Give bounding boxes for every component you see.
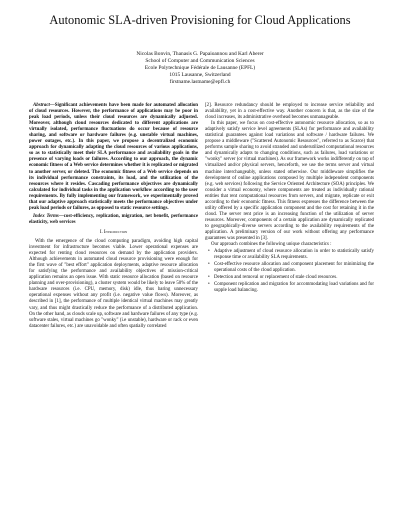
abstract-heading: Abstract — [33, 103, 50, 108]
body-paragraph: With the emergence of the cloud computing paradigm, avoiding high capital investment for infrastructure becomes viable. Lower operational expenses are expected for renting cloud resources on demand by the application providers. Although achievements in automated cloud resource provisioning were enough for the first wave of "best effort" application deployments, adaptive resource allocation for satisfying the performance and availability objectives of mission-critical application remains an open issue. With static resource allocation (based on resource planning and over-provisioning), a cluster system would be likely to leave 50% of the hardware resources (i.e. CPU, memory, disk) idle, thus baring unnecessary operational expenses without any profit (i.e. negative value flows). Moreover, as described in [1], the performance of multiple identical virtual machines may greatly vary, and thus might drastically reduce the performance of a distributed application. On the other hand, as clouds scale up, software and hardware failures of any type (e.g. software stales, virtual machines go "wonky" (i.e unstable), hardware or rack or even datacenter failures, etc.) are unavoidable and often spatially correlated — [29, 238, 198, 329]
affiliation-line: 1015 Lausanne, Switzerland — [169, 72, 231, 78]
list-item: • Cost-effective resource allocation and component placement for minimizing the operational costs of the cloud application. — [214, 262, 374, 274]
affiliation-line: Ecole Polytechnique Fédérale de Lausanne (EPFL) — [144, 65, 256, 71]
list-item: • Detection and removal or replacement of stale cloud resources. — [214, 275, 374, 281]
index-terms-heading: Index Terms — [33, 213, 59, 219]
section-heading-introduction: I. Introduction — [99, 229, 128, 235]
author-email: firstname.lastname@epfl.ch — [169, 79, 231, 85]
index-terms-text: —cost-efficiency, replication, migration, net benefit, performance elasticity, web services — [29, 213, 198, 225]
author-block — [20, 51, 380, 86]
characteristics-list — [205, 249, 374, 294]
left-column — [29, 103, 198, 330]
index-terms — [29, 214, 198, 226]
list-item: • Component replication and migration for accommodating load variations and for supple load balancing. — [214, 282, 374, 294]
abstract-text: —Significant achievements have been made for automated allocation of cloud resources. However, the performance of applications may be poor in peak load periods, unless their cloud resources are dynamically adjusted. Moreover, although cloud resources dedicated to different applications are virtually isolated, performance fluctuations do occur because of resource sharing, and software or hardware failures (e.g. unstable virtual machines, power outages, etc.). In this paper, we propose a decentralized economic approach for dynamically adapting the cloud resources of various applications, so as to statistically meet their SLA performance and availability goals in the presence of varying loads or failures. According to our approach, the dynamic economic fitness of a Web service determines whether it is replicated or migrated to another server, or deleted. The economic fitness of a Web service depends on its individual performance constraints, its load, and the utilization of the resources where it resides. Cascading performance objectives are dynamically calculated for individual tasks in the application workflow according to the user requirements. By fully implementing our framework, we experimentally proved that our adaptive approach statistically meets the performance objectives under peak load periods or failures, as opposed to static resource settings. — [29, 103, 198, 211]
list-item: • Adaptive adjustment of cloud resource allocation in order to statistically satisfy response time or availability SLA requirements. — [214, 249, 374, 261]
body-paragraph: In this paper, we focus on cost-effective autonomic resource allocation, so as to adaptively satisfy service level agreements (SLAs) for performance and availability statistical guarantees against load variations and software / hardware failures. We propose a middleware ("Scattered Autonomic Resources", referred to as Scarce) that performs sample sharing to avoid stranded and underutilized computational resources and dynamically adapts to changing conditions, such as failures, load variations or "wonky" server (or virtual machines). As our framework works indifferently on top of virtualized and/or physical servers, henceforth, we use the terms server and virtual machine interchangeably, unless stated otherwise. Our middleware simplifies the development of online applications composed by multiple independent components (e.g. web services) following the Service Oriented Architecture (SOA) principles. We consider a virtual economy, where components are treated as individually rational entities that rent computational resources from servers, and migrate, replicate or exit according to their economic fitness. This fitness expresses the difference between the utility offered by a specific application component and the cost for retaining it in the cloud. The server rent price is an increasing function of the utilization of server resources. Moreover, components of a certain application are dynamically replicated to geographically-diverse servers according to the availability requirements of the application. A preliminary version of our work without offering any performance guarantees was presented in [3]. — [205, 121, 374, 242]
affiliation-line: School of Computer and Communication Sciences — [145, 58, 255, 64]
body-paragraph: Our approach combines the following unique characteristics : — [211, 242, 332, 248]
body-paragraph: [2]. Resource redundancy should be employed to increase service reliability and availability, yet in a cost-effective way. Another concern is that, as the size of the cloud increases, its administrative overhead becomes unmanageable. — [205, 103, 374, 121]
right-column — [205, 103, 374, 295]
abstract — [29, 103, 198, 212]
paper-title: Autonomic SLA-driven Provisioning for Cloud Applications — [49, 13, 351, 27]
author-names: Nicolas Bonvin, Thanasis G. Papaioannou and Karl Aberer — [136, 51, 264, 57]
